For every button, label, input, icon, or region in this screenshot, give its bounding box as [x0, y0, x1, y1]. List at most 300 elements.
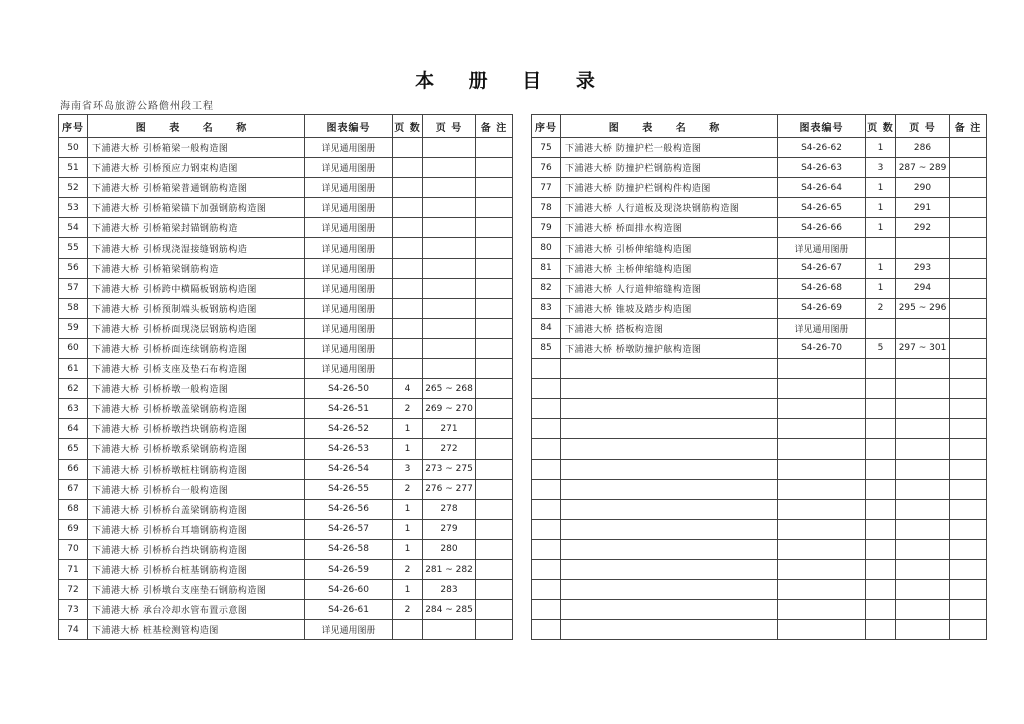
- cell-note: [476, 379, 513, 399]
- table-body-left: [59, 138, 513, 640]
- table-row: [532, 338, 987, 358]
- table-row: [59, 580, 513, 600]
- cell-note: [476, 359, 513, 379]
- cell-code: 详见通用图册: [305, 158, 393, 178]
- cell-no: 80: [532, 238, 561, 258]
- cell-pages: 1: [393, 439, 423, 459]
- cell-name: 下浦港大桥 引桥桥台耳墙钢筋构造图: [88, 519, 305, 539]
- cell-name: 下浦港大桥 桥墩防撞护舷构造图: [561, 338, 778, 358]
- cell-page: 279: [423, 519, 476, 539]
- cell-name: 下浦港大桥 引桥支座及垫石布构造图: [88, 359, 305, 379]
- cell-pages: [393, 359, 423, 379]
- table-row: [59, 379, 513, 399]
- cell-note: [476, 338, 513, 358]
- cell-note: [950, 258, 987, 278]
- cell-no: 63: [59, 399, 88, 419]
- cell-pages: [393, 138, 423, 158]
- cell-page: 271: [423, 419, 476, 439]
- header-note: 备 注: [476, 115, 513, 138]
- header-no: 序号: [532, 115, 561, 138]
- cell-page: [896, 499, 950, 519]
- cell-name: 下浦港大桥 引桥预制端头板钢筋构造图: [88, 298, 305, 318]
- cell-page: 278: [423, 499, 476, 519]
- cell-page: 272: [423, 439, 476, 459]
- cell-page: [896, 238, 950, 258]
- cell-note: [476, 399, 513, 419]
- cell-note: [476, 559, 513, 579]
- cell-no: 66: [59, 459, 88, 479]
- cell-no: 78: [532, 198, 561, 218]
- cell-pages: [393, 158, 423, 178]
- cell-code: S4-26-66: [778, 218, 866, 238]
- cell-name: 下浦港大桥 引桥跨中横隔板钢筋构造图: [88, 278, 305, 298]
- cell-code: S4-26-51: [305, 399, 393, 419]
- cell-name: 下浦港大桥 引桥桥墩盖梁钢筋构造图: [88, 399, 305, 419]
- cell-pages: [393, 278, 423, 298]
- table-row: [532, 479, 987, 499]
- cell-page: [896, 600, 950, 620]
- cell-note: [950, 580, 987, 600]
- cell-page: [896, 580, 950, 600]
- cell-name: 下浦港大桥 引桥桥面现浇层钢筋构造图: [88, 318, 305, 338]
- cell-pages: 3: [393, 459, 423, 479]
- cell-no: 51: [59, 158, 88, 178]
- cell-no: [532, 600, 561, 620]
- cell-no: 61: [59, 359, 88, 379]
- cell-code: 详见通用图册: [305, 620, 393, 640]
- project-subtitle: 海南省环岛旅游公路儋州段工程: [60, 101, 214, 112]
- cell-code: [778, 399, 866, 419]
- cell-code: [778, 620, 866, 640]
- page-title: 本 册 目 录: [415, 70, 609, 92]
- cell-code: [778, 539, 866, 559]
- cell-page: [896, 318, 950, 338]
- table-row: [532, 600, 987, 620]
- cell-pages: [866, 559, 896, 579]
- cell-page: [423, 298, 476, 318]
- cell-page: [423, 178, 476, 198]
- cell-name: 下浦港大桥 承台冷却水管布置示意图: [88, 600, 305, 620]
- cell-note: [476, 459, 513, 479]
- cell-page: [423, 138, 476, 158]
- cell-code: 详见通用图册: [305, 198, 393, 218]
- table-row: [532, 278, 987, 298]
- cell-pages: 2: [393, 600, 423, 620]
- cell-code: [778, 559, 866, 579]
- cell-note: [476, 479, 513, 499]
- cell-note: [476, 238, 513, 258]
- cell-pages: 1: [866, 258, 896, 278]
- cell-code: [778, 359, 866, 379]
- cell-note: [950, 539, 987, 559]
- header-note: 备 注: [950, 115, 987, 138]
- table-row: [59, 298, 513, 318]
- cell-page: [896, 519, 950, 539]
- cell-name: 下浦港大桥 引桥桥台盖梁钢筋构造图: [88, 499, 305, 519]
- cell-code: [778, 580, 866, 600]
- cell-no: 54: [59, 218, 88, 238]
- cell-pages: 1: [866, 278, 896, 298]
- cell-code: [778, 419, 866, 439]
- cell-name: 下浦港大桥 引桥箱梁封锚钢筋构造: [88, 218, 305, 238]
- cell-pages: [866, 539, 896, 559]
- cell-no: 53: [59, 198, 88, 218]
- cell-page: [896, 620, 950, 640]
- cell-no: 58: [59, 298, 88, 318]
- cell-no: 85: [532, 338, 561, 358]
- table-row: [532, 198, 987, 218]
- table-row: [532, 298, 987, 318]
- cell-code: 详见通用图册: [778, 318, 866, 338]
- cell-note: [950, 238, 987, 258]
- table-row: [59, 439, 513, 459]
- cell-page: 265 ~ 268: [423, 379, 476, 399]
- table-row: [59, 559, 513, 579]
- cell-code: S4-26-62: [778, 138, 866, 158]
- cell-page: [423, 318, 476, 338]
- cell-code: S4-26-50: [305, 379, 393, 399]
- cell-name: 下浦港大桥 引桥桥墩系梁钢筋构造图: [88, 439, 305, 459]
- cell-no: [532, 379, 561, 399]
- table-body-right: [532, 138, 987, 640]
- cell-page: 273 ~ 275: [423, 459, 476, 479]
- cell-page: [896, 379, 950, 399]
- cell-page: [896, 419, 950, 439]
- table-row: [532, 559, 987, 579]
- cell-note: [476, 439, 513, 459]
- cell-name: 下浦港大桥 主桥伸缩缝构造图: [561, 258, 778, 278]
- table-row: [59, 359, 513, 379]
- cell-note: [476, 178, 513, 198]
- cell-no: [532, 459, 561, 479]
- cell-pages: [866, 318, 896, 338]
- cell-note: [950, 419, 987, 439]
- cell-page: [423, 218, 476, 238]
- cell-note: [476, 298, 513, 318]
- cell-name: 下浦港大桥 引桥桥台挡块钢筋构造图: [88, 539, 305, 559]
- table-row: [59, 499, 513, 519]
- table-row: [59, 338, 513, 358]
- cell-code: 详见通用图册: [305, 338, 393, 358]
- cell-name: 下浦港大桥 搭板构造图: [561, 318, 778, 338]
- cell-name: 下浦港大桥 桥面排水构造图: [561, 218, 778, 238]
- table-row: [59, 258, 513, 278]
- table-row: [59, 158, 513, 178]
- cell-name: 下浦港大桥 引桥桥台一般构造图: [88, 479, 305, 499]
- cell-no: [532, 399, 561, 419]
- cell-name: [561, 399, 778, 419]
- cell-name: [561, 359, 778, 379]
- cell-code: S4-26-65: [778, 198, 866, 218]
- cell-page: 293: [896, 258, 950, 278]
- cell-no: 55: [59, 238, 88, 258]
- cell-name: [561, 419, 778, 439]
- cell-pages: [866, 238, 896, 258]
- cell-page: 287 ~ 289: [896, 158, 950, 178]
- table-row: [532, 318, 987, 338]
- table-row: [59, 399, 513, 419]
- cell-name: 下浦港大桥 防撞护栏钢筋构造图: [561, 158, 778, 178]
- cell-code: 详见通用图册: [305, 359, 393, 379]
- table-row: [59, 419, 513, 439]
- cell-page: [423, 198, 476, 218]
- cell-no: 52: [59, 178, 88, 198]
- cell-page: [896, 479, 950, 499]
- cell-name: [561, 499, 778, 519]
- cell-page: 281 ~ 282: [423, 559, 476, 579]
- cell-pages: [393, 218, 423, 238]
- cell-no: 77: [532, 178, 561, 198]
- cell-no: 83: [532, 298, 561, 318]
- header-no: 序号: [59, 115, 88, 138]
- cell-pages: [393, 338, 423, 358]
- cell-code: S4-26-70: [778, 338, 866, 358]
- table-row: [532, 399, 987, 419]
- cell-note: [950, 178, 987, 198]
- cell-note: [476, 419, 513, 439]
- table-row: [532, 439, 987, 459]
- cell-note: [476, 620, 513, 640]
- cell-note: [476, 539, 513, 559]
- table-row: [59, 620, 513, 640]
- cell-code: [778, 459, 866, 479]
- table-row: [532, 499, 987, 519]
- cell-code: S4-26-54: [305, 459, 393, 479]
- cell-pages: 2: [393, 559, 423, 579]
- cell-page: [423, 238, 476, 258]
- cell-pages: 2: [866, 298, 896, 318]
- header-page: 页 号: [896, 115, 950, 138]
- cell-no: 69: [59, 519, 88, 539]
- table-row: [59, 479, 513, 499]
- cell-name: [561, 379, 778, 399]
- cell-no: 65: [59, 439, 88, 459]
- cell-no: 71: [59, 559, 88, 579]
- cell-name: 下浦港大桥 引桥箱梁一般构造图: [88, 138, 305, 158]
- cell-page: 294: [896, 278, 950, 298]
- cell-code: 详见通用图册: [305, 258, 393, 278]
- cell-pages: 3: [866, 158, 896, 178]
- cell-no: [532, 519, 561, 539]
- cell-no: 74: [59, 620, 88, 640]
- cell-code: 详见通用图册: [305, 278, 393, 298]
- cell-pages: 5: [866, 338, 896, 358]
- cell-name: 下浦港大桥 引桥桥墩挡块钢筋构造图: [88, 419, 305, 439]
- cell-code: S4-26-56: [305, 499, 393, 519]
- cell-no: 82: [532, 278, 561, 298]
- table-row: [532, 218, 987, 238]
- cell-no: 79: [532, 218, 561, 238]
- cell-code: S4-26-57: [305, 519, 393, 539]
- cell-pages: 1: [393, 539, 423, 559]
- cell-no: 81: [532, 258, 561, 278]
- cell-page: [896, 359, 950, 379]
- cell-pages: [393, 620, 423, 640]
- cell-name: [561, 439, 778, 459]
- cell-page: [423, 620, 476, 640]
- catalog-table-left: [58, 114, 513, 640]
- table-row: [59, 238, 513, 258]
- cell-note: [950, 379, 987, 399]
- cell-pages: 1: [393, 580, 423, 600]
- cell-note: [476, 258, 513, 278]
- cell-page: [423, 278, 476, 298]
- cell-pages: 4: [393, 379, 423, 399]
- table-row: [532, 238, 987, 258]
- cell-note: [950, 519, 987, 539]
- cell-note: [476, 499, 513, 519]
- table-row: [59, 138, 513, 158]
- cell-name: 下浦港大桥 引桥现浇湿接缝钢筋构造: [88, 238, 305, 258]
- cell-page: [896, 459, 950, 479]
- cell-note: [476, 218, 513, 238]
- table-row: [59, 178, 513, 198]
- catalog-table-right: [531, 114, 987, 640]
- table-row: [59, 218, 513, 238]
- table-row: [59, 278, 513, 298]
- cell-page: 291: [896, 198, 950, 218]
- cell-note: [476, 600, 513, 620]
- cell-name: [561, 580, 778, 600]
- cell-no: [532, 479, 561, 499]
- cell-code: 详见通用图册: [305, 318, 393, 338]
- cell-no: 56: [59, 258, 88, 278]
- cell-code: 详见通用图册: [778, 238, 866, 258]
- cell-name: 下浦港大桥 桩基检测管构造图: [88, 620, 305, 640]
- cell-code: 详见通用图册: [305, 218, 393, 238]
- cell-note: [950, 399, 987, 419]
- cell-code: [778, 479, 866, 499]
- cell-name: 下浦港大桥 引桥箱梁钢筋构造: [88, 258, 305, 278]
- table-row: [59, 198, 513, 218]
- cell-page: [423, 258, 476, 278]
- cell-pages: [866, 399, 896, 419]
- cell-note: [476, 278, 513, 298]
- cell-name: 下浦港大桥 引桥箱梁锚下加强钢筋构造图: [88, 198, 305, 218]
- cell-page: 292: [896, 218, 950, 238]
- cell-name: [561, 459, 778, 479]
- table-row: [532, 459, 987, 479]
- cell-note: [476, 138, 513, 158]
- cell-no: 76: [532, 158, 561, 178]
- cell-pages: [866, 439, 896, 459]
- cell-name: [561, 519, 778, 539]
- cell-code: [778, 499, 866, 519]
- cell-no: 60: [59, 338, 88, 358]
- cell-no: 68: [59, 499, 88, 519]
- table-row: [59, 600, 513, 620]
- table-row: [532, 419, 987, 439]
- cell-note: [476, 580, 513, 600]
- header-name: 图 表 名 称: [88, 115, 305, 138]
- cell-no: 73: [59, 600, 88, 620]
- cell-pages: [866, 379, 896, 399]
- cell-code: S4-26-63: [778, 158, 866, 178]
- cell-no: [532, 580, 561, 600]
- cell-name: 下浦港大桥 人行道伸缩缝构造图: [561, 278, 778, 298]
- cell-pages: [866, 580, 896, 600]
- cell-page: [423, 158, 476, 178]
- table-header-row: [59, 115, 513, 138]
- cell-code: S4-26-58: [305, 539, 393, 559]
- cell-code: S4-26-55: [305, 479, 393, 499]
- cell-pages: 1: [866, 198, 896, 218]
- cell-no: [532, 499, 561, 519]
- cell-pages: [866, 419, 896, 439]
- cell-name: 下浦港大桥 引桥桥墩桩柱钢筋构造图: [88, 459, 305, 479]
- table-row: [532, 258, 987, 278]
- cell-code: 详见通用图册: [305, 138, 393, 158]
- cell-no: 64: [59, 419, 88, 439]
- cell-page: 283: [423, 580, 476, 600]
- cell-no: [532, 419, 561, 439]
- cell-pages: [393, 298, 423, 318]
- cell-code: S4-26-60: [305, 580, 393, 600]
- cell-note: [950, 479, 987, 499]
- cell-name: [561, 620, 778, 640]
- cell-note: [476, 318, 513, 338]
- table-row: [59, 519, 513, 539]
- cell-note: [950, 298, 987, 318]
- cell-page: 269 ~ 270: [423, 399, 476, 419]
- cell-page: [896, 399, 950, 419]
- table-row: [532, 178, 987, 198]
- cell-code: S4-26-67: [778, 258, 866, 278]
- cell-code: 详见通用图册: [305, 298, 393, 318]
- cell-note: [950, 138, 987, 158]
- cell-note: [476, 519, 513, 539]
- cell-note: [950, 439, 987, 459]
- cell-page: [896, 539, 950, 559]
- cell-name: 下浦港大桥 引桥桥台桩基钢筋构造图: [88, 559, 305, 579]
- cell-pages: 2: [393, 479, 423, 499]
- cell-code: [778, 600, 866, 620]
- table-row: [532, 580, 987, 600]
- cell-name: [561, 479, 778, 499]
- cell-note: [476, 198, 513, 218]
- header-pages: 页 数: [393, 115, 423, 138]
- cell-no: [532, 559, 561, 579]
- cell-note: [950, 218, 987, 238]
- cell-no: 59: [59, 318, 88, 338]
- cell-no: [532, 359, 561, 379]
- table-header-row: [532, 115, 987, 138]
- cell-page: 280: [423, 539, 476, 559]
- header-page: 页 号: [423, 115, 476, 138]
- header-pages: 页 数: [866, 115, 896, 138]
- cell-pages: 2: [393, 399, 423, 419]
- cell-name: 下浦港大桥 防撞护栏一般构造图: [561, 138, 778, 158]
- table-row: [59, 318, 513, 338]
- cell-note: [950, 158, 987, 178]
- cell-name: [561, 539, 778, 559]
- table-row: [532, 359, 987, 379]
- cell-code: S4-26-53: [305, 439, 393, 459]
- cell-code: 详见通用图册: [305, 238, 393, 258]
- cell-no: 84: [532, 318, 561, 338]
- table-row: [59, 539, 513, 559]
- cell-code: S4-26-69: [778, 298, 866, 318]
- cell-name: [561, 600, 778, 620]
- cell-no: 57: [59, 278, 88, 298]
- cell-page: 295 ~ 296: [896, 298, 950, 318]
- cell-name: 下浦港大桥 引桥伸缩缝构造图: [561, 238, 778, 258]
- cell-name: 下浦港大桥 锥坡及踏步构造图: [561, 298, 778, 318]
- cell-no: [532, 620, 561, 640]
- cell-note: [950, 278, 987, 298]
- cell-note: [950, 620, 987, 640]
- cell-no: [532, 439, 561, 459]
